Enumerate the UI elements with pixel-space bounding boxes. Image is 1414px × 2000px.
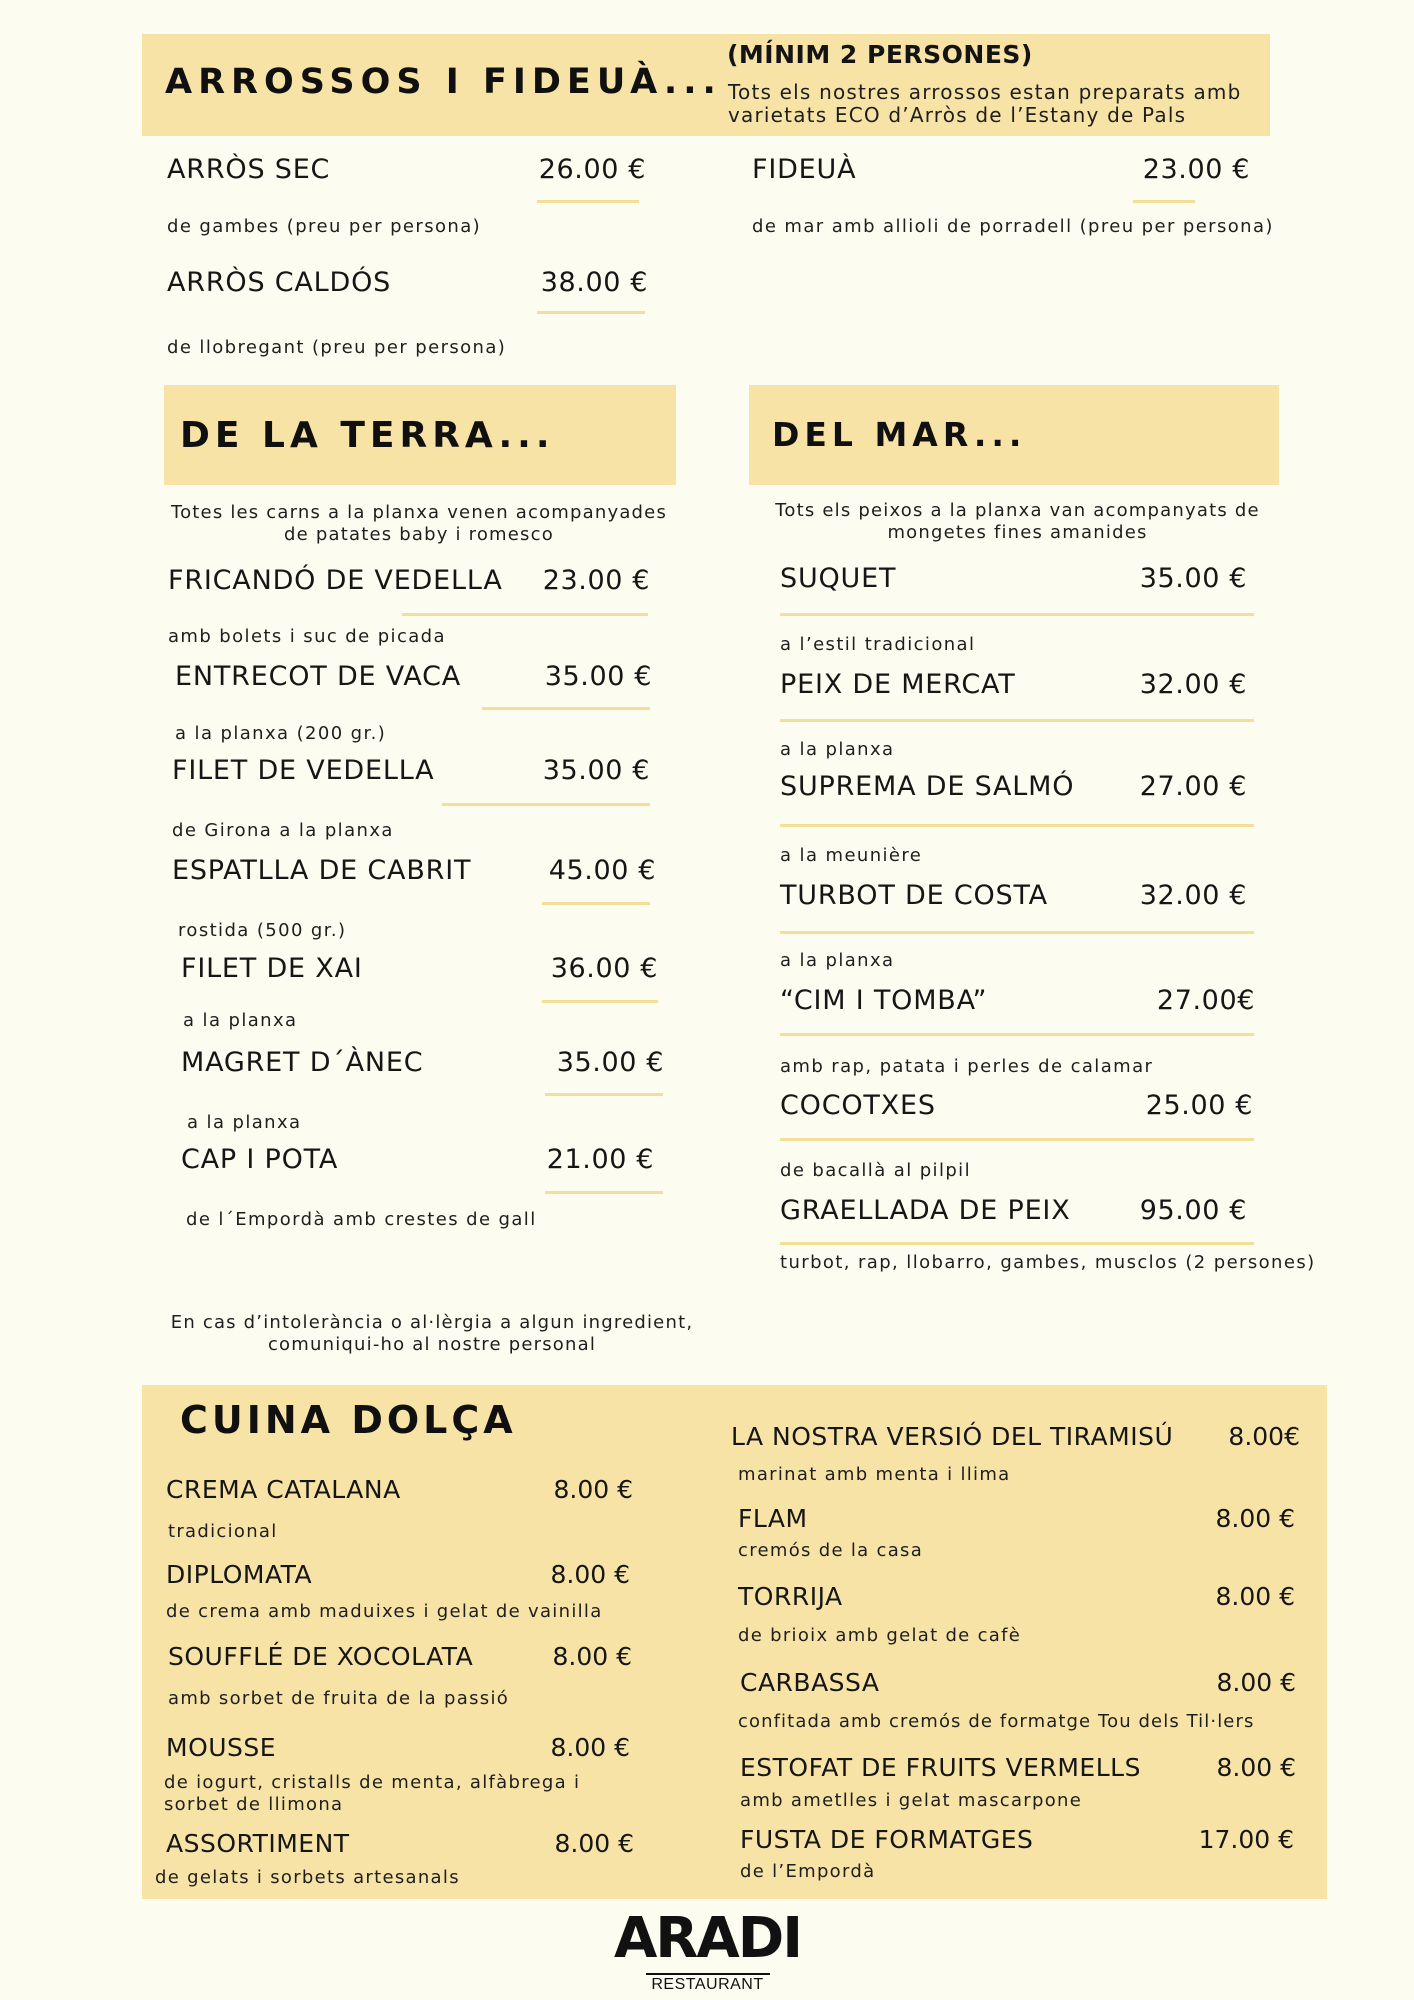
dessert-item-description: amb sorbet de fruita de la passió [168, 1688, 510, 1709]
dessert-item-description: tradicional [168, 1521, 278, 1542]
menu-item-name: ESPATLLA DE CABRIT [172, 855, 472, 886]
menu-item-name: MAGRET D´ÀNEC [181, 1047, 424, 1078]
dessert-item-description: de l’Empordà [740, 1861, 876, 1882]
menu-item-description: a la planxa [183, 1010, 298, 1031]
menu-item-name: COCOTXES [780, 1090, 936, 1121]
dessert-item-price: 8.00 € [554, 1829, 634, 1858]
menu-item-description: amb bolets i suc de picada [168, 626, 446, 647]
item-divider [545, 1093, 663, 1096]
menu-item-description: de Girona a la planxa [172, 820, 394, 841]
item-divider [780, 1138, 1254, 1141]
menu-item-price: 35.00 € [556, 1047, 664, 1078]
menu-item-price: 32.00 € [1139, 669, 1247, 700]
dessert-item-name: FLAM [738, 1504, 808, 1533]
menu-item-name: FIDEUÀ [752, 154, 857, 185]
logo-rule [646, 1973, 770, 1975]
item-divider [780, 931, 1254, 934]
menu-item-price: 35.00 € [542, 755, 650, 786]
menu-item-name: FRICANDÓ DE VEDELLA [168, 565, 503, 596]
dessert-item-price: 8.00 € [553, 1475, 633, 1504]
logo-wordmark: ARADI [613, 1906, 802, 1971]
dessert-item-name: ESTOFAT DE FRUITS VERMELLS [740, 1753, 1141, 1782]
sea-note-line-1: Tots els peixos a la planxa van acompanyats de [775, 500, 1260, 521]
dessert-item-name: MOUSSE [166, 1733, 277, 1762]
menu-item-price: 25.00 € [1145, 1090, 1253, 1121]
menu-item-price: 35.00 € [544, 661, 652, 692]
menu-item-price: 38.00 € [540, 267, 648, 298]
dessert-item-price: 8.00 € [550, 1733, 630, 1762]
rice-note-line-2: varietats ECO d’Arròs de l’Estany de Pals [728, 103, 1187, 127]
dessert-item-price: 8.00 € [552, 1642, 632, 1671]
sea-note-line-2: mongetes fines amanides [887, 522, 1148, 543]
dessert-item-name: TORRIJA [738, 1582, 843, 1611]
dessert-item-description: amb ametlles i gelat mascarpone [740, 1790, 1083, 1811]
menu-item-name: TURBOT DE COSTA [780, 880, 1048, 911]
item-divider [442, 803, 650, 806]
item-divider [402, 613, 648, 616]
menu-item-description: a la meunière [780, 845, 923, 866]
item-divider [780, 719, 1254, 722]
dessert-item-price: 8.00 € [1215, 1504, 1295, 1533]
menu-item-name: GRAELLADA DE PEIX [780, 1195, 1071, 1226]
dessert-item-price: 8.00 € [550, 1560, 630, 1589]
menu-item-price: 23.00 € [1142, 154, 1250, 185]
restaurant-logo [600, 1908, 815, 1996]
dessert-item-description: de iogurt, cristalls de menta, alfàbrega i [164, 1772, 581, 1793]
menu-item-name: FILET DE VEDELLA [172, 755, 435, 786]
item-divider [545, 1191, 663, 1194]
menu-item-description: turbot, rap, llobarro, gambes, musclos (2 persones) [780, 1252, 1316, 1273]
rice-note-line-1: Tots els nostres arrossos estan preparats amb [728, 80, 1242, 104]
menu-item-description: de l´Empordà amb crestes de gall [186, 1209, 537, 1230]
dessert-item-name: CREMA CATALANA [166, 1475, 401, 1504]
menu-item-price: 23.00 € [542, 565, 650, 596]
dessert-item-description: de brioix amb gelat de cafè [738, 1625, 1022, 1646]
item-divider [1133, 200, 1195, 203]
menu-item-name: SUPREMA DE SALMÓ [780, 771, 1075, 802]
menu-item-description: de llobregant (preu per persona) [167, 337, 507, 358]
sea-section-title: DEL MAR... [772, 415, 1027, 454]
logo-subtitle: RESTAURANT [651, 1976, 764, 1993]
menu-item-name: ARRÒS CALDÓS [167, 267, 392, 298]
menu-item-description: de gambes (preu per persona) [167, 216, 482, 237]
menu-item-price: 21.00 € [546, 1144, 654, 1175]
menu-item-name: PEIX DE MERCAT [780, 669, 1016, 700]
menu-item-name: SUQUET [780, 563, 897, 594]
allergy-note-line-2: comuniqui-ho al nostre personal [267, 1334, 597, 1355]
menu-item-description: a l’estil tradicional [780, 634, 976, 655]
dessert-item-name: FUSTA DE FORMATGES [740, 1825, 1034, 1854]
land-note-line-1: Totes les carns a la planxa venen acompanyades [170, 502, 668, 523]
dessert-item-description: de crema amb maduixes i gelat de vainilla [166, 1601, 603, 1622]
dessert-item-price: 8.00€ [1228, 1422, 1300, 1451]
dessert-item-name: SOUFFLÉ DE XOCOLATA [168, 1642, 474, 1671]
item-divider [482, 707, 650, 710]
dessert-item-description: cremós de la casa [738, 1540, 924, 1561]
menu-item-name: CAP I POTA [181, 1144, 339, 1175]
menu-item-price: 27.00 € [1139, 771, 1247, 802]
allergy-note-line-1: En cas d’intolerància o al·lèrgia a algun ingredient, [170, 1312, 694, 1333]
menu-item-description: a la planxa [187, 1112, 302, 1133]
menu-item-name: ENTRECOT DE VACA [175, 661, 462, 692]
item-divider [537, 200, 639, 203]
item-divider [537, 311, 645, 314]
land-section-title: DE LA TERRA... [180, 415, 555, 456]
menu-item-description: a la planxa [780, 739, 895, 760]
dessert-item-description-cont: sorbet de llimona [164, 1794, 344, 1815]
dessert-item-price: 8.00 € [1216, 1668, 1296, 1697]
dessert-item-name: LA NOSTRA VERSIÓ DEL TIRAMISÚ [731, 1422, 1174, 1451]
dessert-item-description: de gelats i sorbets artesanals [155, 1867, 460, 1888]
rice-minimum-note: (MÍNIM 2 PERSONES) [727, 40, 1033, 69]
dessert-item-name: ASSORTIMENT [166, 1829, 350, 1858]
dessert-item-name: CARBASSA [740, 1668, 880, 1697]
menu-item-price: 36.00 € [550, 953, 658, 984]
dessert-section-title: CUINA DOLÇA [180, 1398, 517, 1442]
menu-item-price: 45.00 € [548, 855, 656, 886]
menu-item-description: a la planxa [780, 950, 895, 971]
dessert-item-price: 17.00 € [1198, 1825, 1294, 1854]
item-divider [780, 1242, 1254, 1245]
menu-item-name: ARRÒS SEC [167, 154, 331, 185]
menu-item-price: 26.00 € [538, 154, 646, 185]
menu-item-description: de mar amb allioli de porradell (preu per persona) [752, 216, 1274, 237]
menu-item-name: “CIM I TOMBA” [780, 985, 988, 1016]
item-divider [780, 824, 1254, 827]
item-divider [542, 902, 650, 905]
menu-item-name: FILET DE XAI [181, 953, 363, 984]
menu-item-price: 35.00 € [1139, 563, 1247, 594]
dessert-item-description: marinat amb menta i llima [738, 1464, 1011, 1485]
menu-item-description: de bacallà al pilpil [780, 1160, 971, 1181]
menu-item-price: 95.00 € [1139, 1195, 1247, 1226]
dessert-item-price: 8.00 € [1215, 1582, 1295, 1611]
dessert-item-name: DIPLOMATA [166, 1560, 313, 1589]
land-note-line-2: de patates baby i romesco [284, 524, 554, 545]
dessert-item-price: 8.00 € [1216, 1753, 1296, 1782]
menu-item-price: 27.00€ [1156, 985, 1255, 1016]
menu-item-description: rostida (500 gr.) [178, 920, 347, 941]
rice-section-title: ARROSSOS I FIDEUÀ... [165, 62, 722, 102]
menu-item-description: a la planxa (200 gr.) [175, 723, 387, 744]
dessert-item-description: confitada amb cremós de formatge Tou dels Til·lers [738, 1711, 1255, 1732]
item-divider [542, 1000, 658, 1003]
item-divider [780, 613, 1254, 616]
menu-item-price: 32.00 € [1139, 880, 1247, 911]
item-divider [780, 1033, 1254, 1036]
menu-item-description: amb rap, patata i perles de calamar [780, 1056, 1154, 1077]
